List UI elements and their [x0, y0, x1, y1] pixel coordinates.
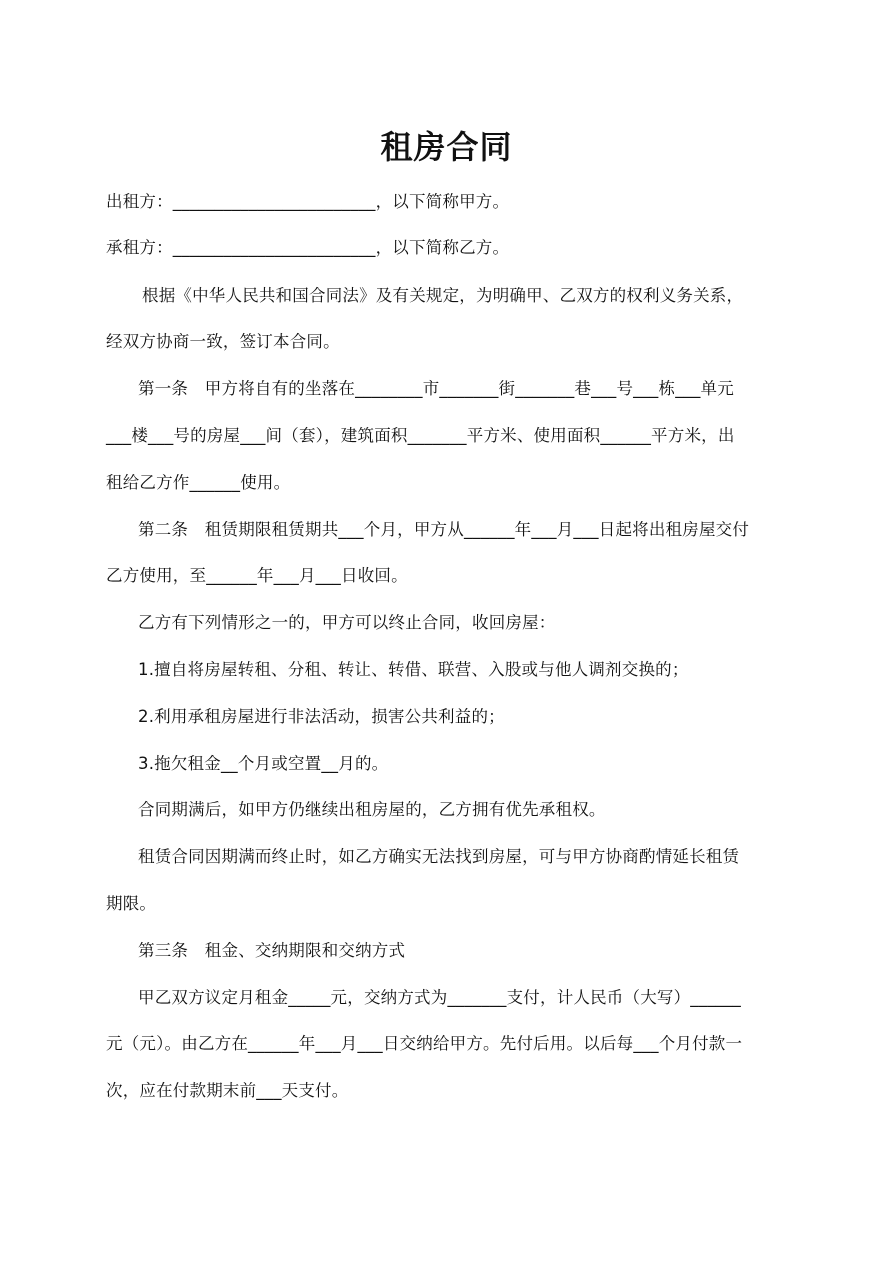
termination-item-2: 2.利用承租房屋进行非法活动，损害公共利益的；: [138, 707, 505, 726]
article-1-line-1: 第一条 甲方将自有的坐落在________市_______街_______巷___号___栋___单元: [138, 379, 734, 398]
lessor-line: 出租方：________________________，以下简称甲方。: [106, 192, 510, 211]
termination-item-1: 1.擅自将房屋转租、分租、转让、转借、联营、入股或与他人调剂交换的；: [138, 660, 689, 679]
article-1-line-2: ___楼___号的房屋___间（套），建筑面积_______平方米、使用面积______平方米，出: [106, 426, 735, 445]
article-2-line-2: 乙方使用，至______年___月___日收回。: [106, 566, 408, 585]
renewal-priority: 合同期满后，如甲方仍继续出租房屋的，乙方拥有优先承租权。: [138, 800, 606, 819]
article-2-line-1: 第二条 租赁期限租赁期共___个月，甲方从______年___月___日起将出租房屋交付: [138, 520, 750, 539]
preamble-line-2: 经双方协商一致，签订本合同。: [106, 332, 340, 351]
extension-line-2: 期限。: [106, 894, 157, 913]
termination-item-3: 3.拖欠租金__个月或空置__月的。: [138, 754, 389, 773]
article-3-line-1: 甲乙双方议定月租金_____元，交纳方式为_______支付，计人民币（大写）______: [138, 988, 741, 1007]
article-3-line-3: 次，应在付款期末前___天支付。: [106, 1081, 349, 1100]
preamble-line-1: 根据《中华人民共和国合同法》及有关规定，为明确甲、乙双方的权利义务关系，: [142, 286, 744, 305]
lessee-line: 承租方：________________________，以下简称乙方。: [106, 238, 510, 257]
article-1-line-3: 租给乙方作______使用。: [106, 473, 291, 492]
extension-line-1: 租赁合同因期满而终止时，如乙方确实无法找到房屋，可与甲方协商酌情延长租赁: [138, 847, 740, 866]
article-3-heading: 第三条 租金、交纳期限和交纳方式: [138, 941, 406, 960]
document-title: 租房合同: [380, 128, 513, 166]
termination-intro: 乙方有下列情形之一的，甲方可以终止合同，收回房屋：: [138, 613, 556, 632]
article-3-line-2: 元（元）。由乙方在______年___月___日交纳给甲方。先付后用。以后每___个月付款一: [106, 1034, 743, 1053]
